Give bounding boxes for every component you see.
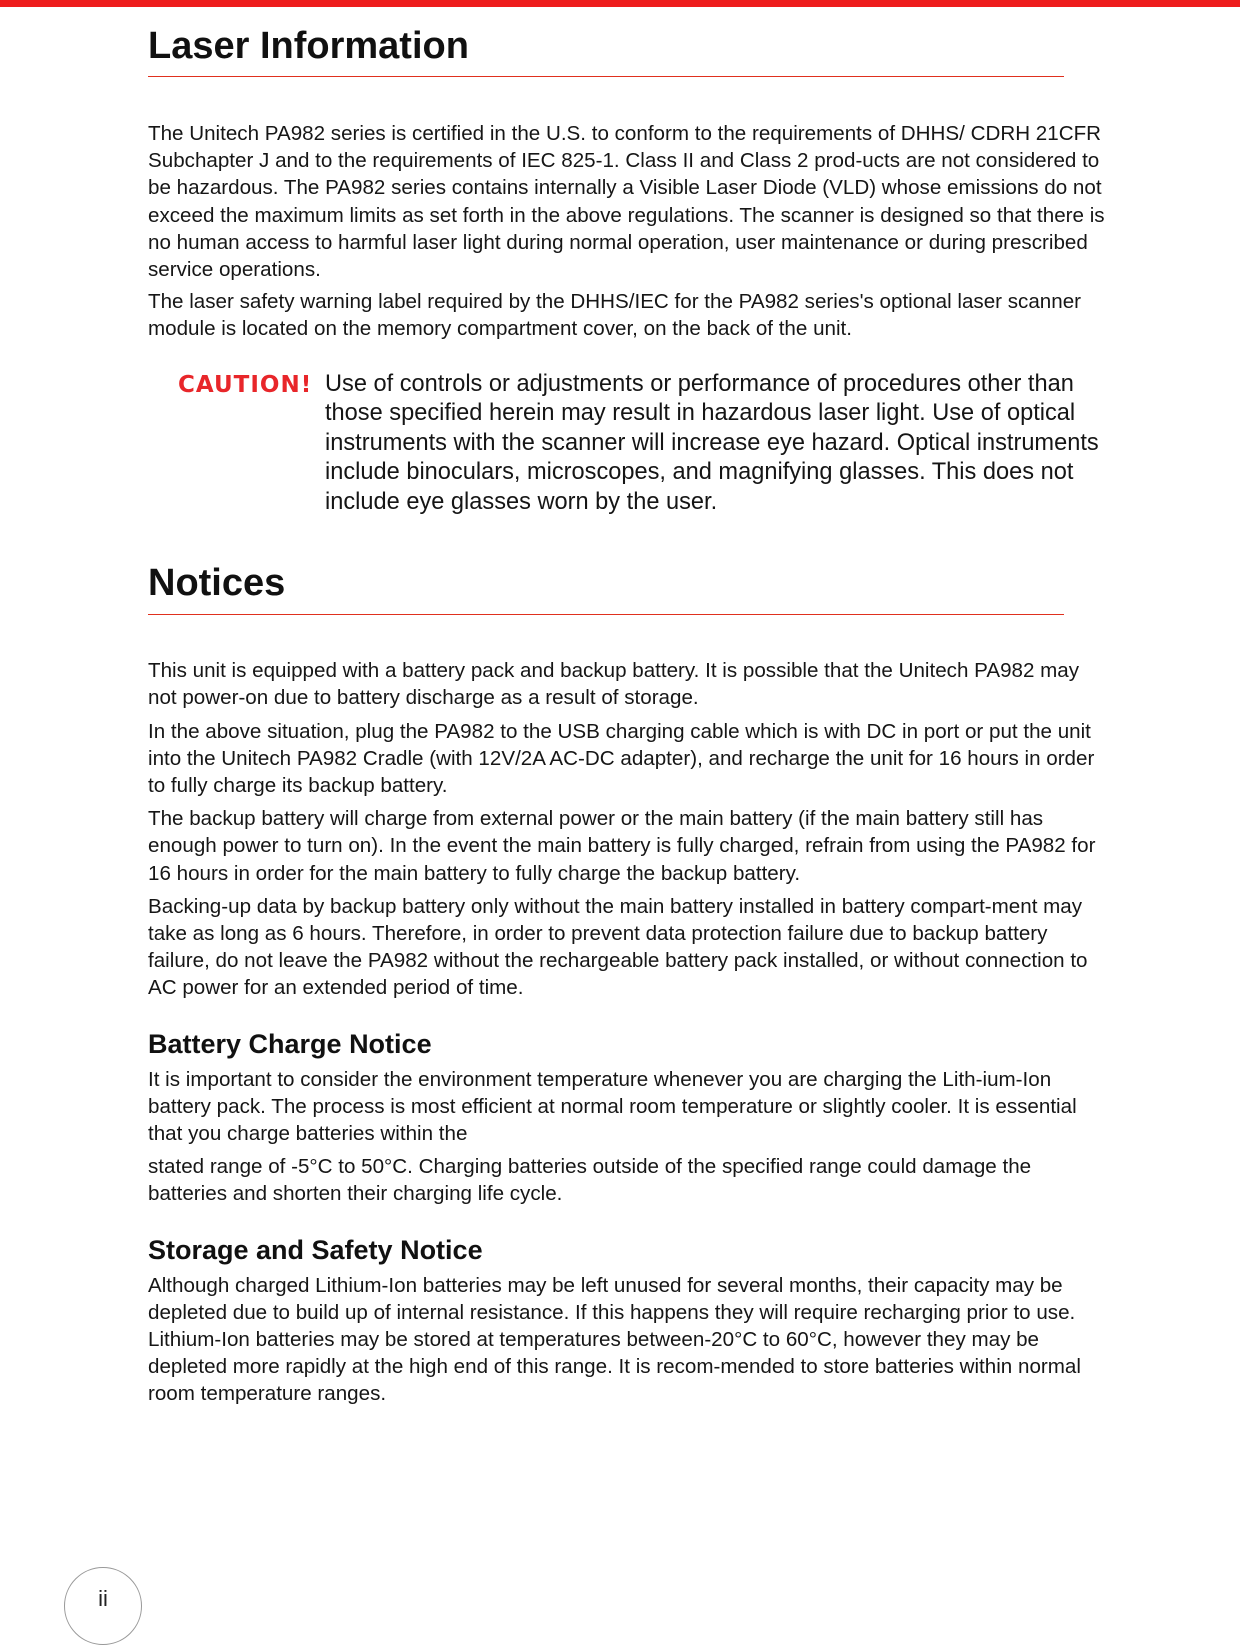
page-number: ii: [98, 1586, 108, 1611]
storage-safety-notice-heading: Storage and Safety Notice: [148, 1234, 483, 1265]
notices-paragraph-2: In the above situation, plug the PA982 to the USB charging cable which is with DC in port or put the unit into the Unitech PA982 Cradle (with 12V/2A AC-DC adapter), and recharge the unit for 16 hours in order to fully charge its backup battery.: [148, 719, 1095, 797]
page-number-badge: [64, 1567, 142, 1645]
notices-paragraph-3: The backup battery will charge from external power or the main battery (if the main battery still has enough power to turn on). In the event the main battery is fully charged, refrain from using the PA982 for 16 hours in order for the main battery to fully charge the backup battery.: [148, 807, 1096, 885]
notices-heading: Notices: [148, 562, 286, 605]
storage-paragraph-1: Although charged Lithium-Ion batteries may be left unused for several months, their capacity may be depleted due to build up of internal resistance. If this happens they will require recharging prior to use. Lithium-Ion batteries may be stored at temperatures between-20°C to 60°C, however they may be depleted more rapidly at the high end of this range. It is recom-mended to store batteries within normal room temperature ranges.: [148, 1273, 1081, 1406]
battery-paragraph-1: It is important to consider the environment temperature whenever you are charging the Lith-ium-Ion battery pack. The process is most efficient at normal room temperature or slightly cooler. It is essential that you charge batteries within the: [148, 1067, 1077, 1145]
battery-paragraph-2: stated range of -5°C to 50°C. Charging batteries outside of the specified range could damage the batteries and shorten their charging life cycle.: [148, 1155, 1032, 1206]
laser-paragraph-2: The laser safety warning label required by the DHHS/IEC for the PA982 series's optional laser scanner module is located on the memory compartment cover, on the back of the unit.: [148, 290, 1082, 341]
laser-information-heading: Laser Information: [148, 25, 469, 67]
page-content: [148, 0, 1108, 1408]
notices-paragraph-4: Backing-up data by backup battery only without the main battery installed in battery compart-ment may take as long as 6 hours. Therefore, in order to prevent data protection failure due to backup battery failure, do not leave the PA982 without the rechargeable battery pack installed, or without connection to AC power for an extended period of time.: [148, 894, 1088, 1000]
caution-label: CAUTION!: [178, 371, 313, 398]
heading-rule: [148, 614, 1064, 615]
battery-charge-notice-heading: Battery Charge Notice: [148, 1028, 432, 1059]
laser-paragraph-1: The Unitech PA982 series is certified in the U.S. to conform to the requirements of DHHS/ CDRH 21CFR Subchapter J and to the requirements of IEC 825-1. Class II and Class 2 prod-ucts are not considered to be hazardous. The PA982 series contains internally a Visible Laser Diode (VLD) whose emissions do not exceed the maximum limits as set forth in the above regulations. The scanner is designed so that there is no human access to harmful laser light during normal operation, user maintenance or during prescribed service operations.: [148, 122, 1105, 282]
caution-block: [148, 370, 1108, 518]
notices-paragraph-1: This unit is equipped with a battery pack and backup battery. It is possible that the Unitech PA982 may not power-on due to battery discharge as a result of storage.: [148, 659, 1080, 710]
caution-text: Use of controls or adjustments or performance of procedures other than those specified herein may result in hazardous laser light. Use of optical instruments with the scanner will increase eye hazard. Optical instruments include binoculars, microscopes, and magnifying glasses. This does not include eye glasses worn by the user.: [325, 370, 1099, 515]
heading-rule: [148, 76, 1064, 77]
